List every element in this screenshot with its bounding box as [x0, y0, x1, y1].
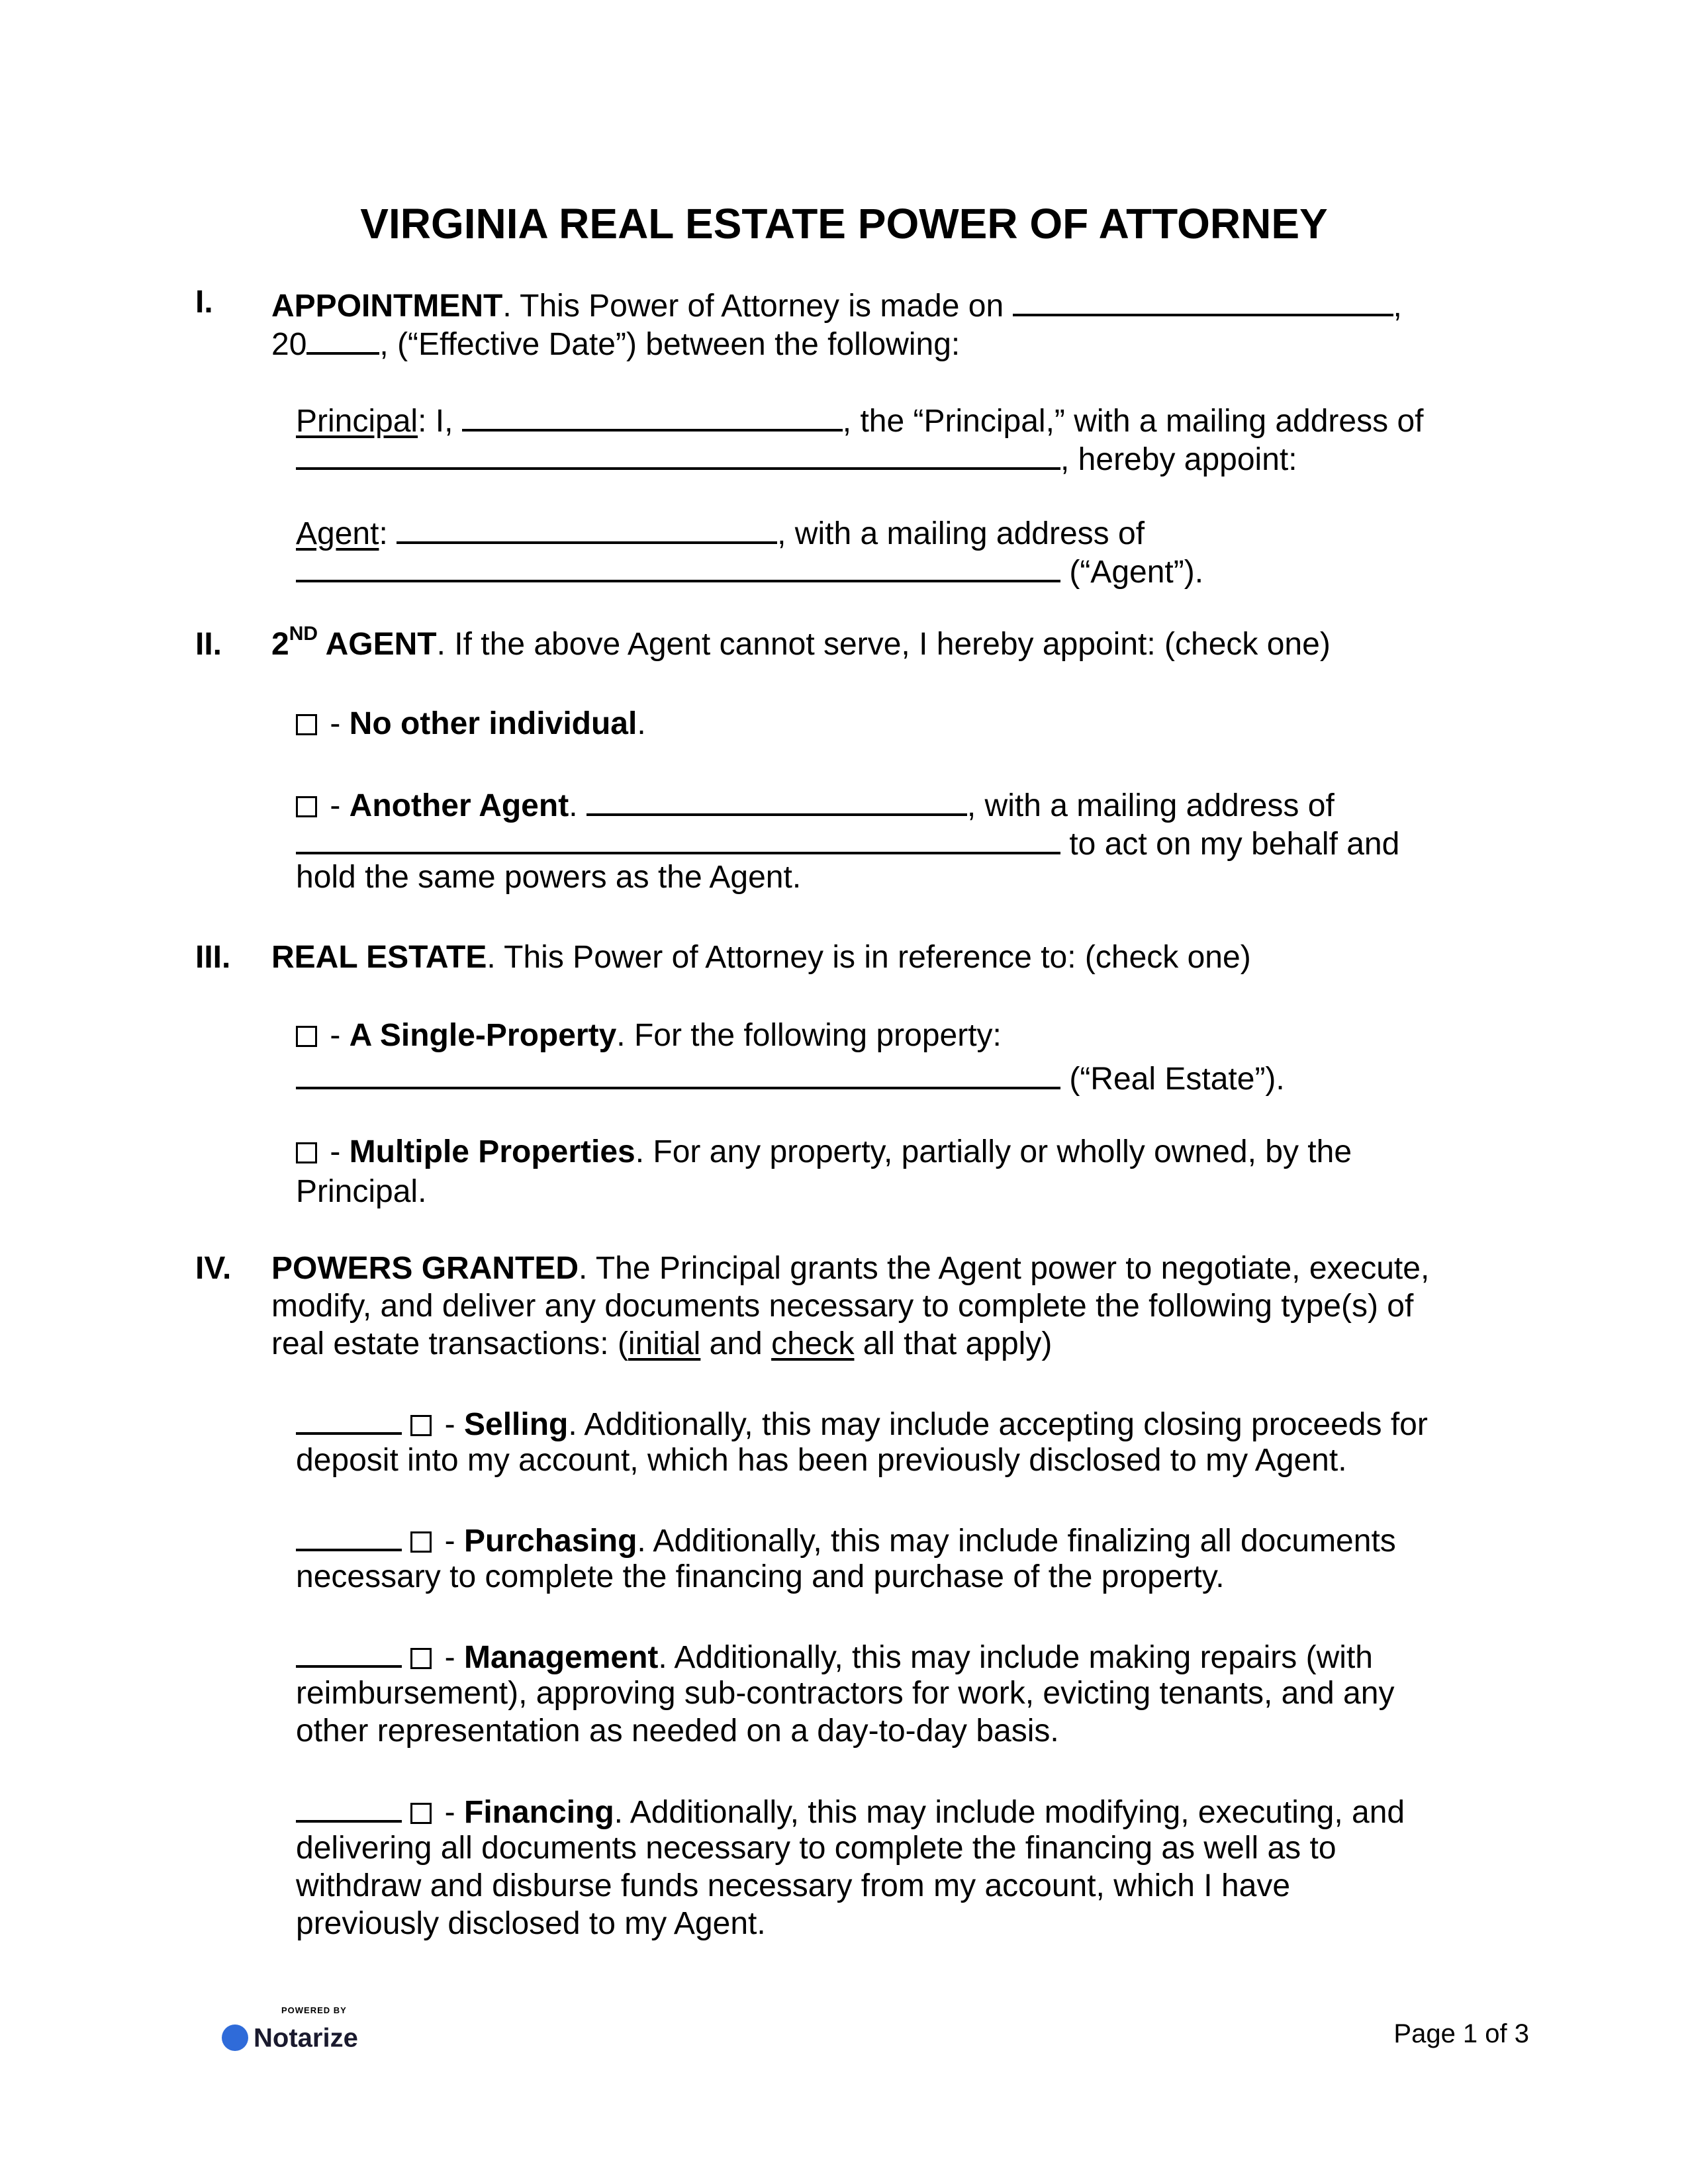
power-selling-1: [296, 1402, 1428, 1444]
text: (“Agent”).: [1060, 555, 1204, 590]
text: , (“Effective Date”) between the following:: [379, 327, 961, 362]
section-heading: AGENT: [318, 627, 437, 662]
initial-blank[interactable]: [296, 1635, 402, 1668]
section-heading: 2: [271, 627, 289, 662]
option-another-agent-1: [296, 783, 1335, 825]
principal-line-2: [296, 437, 1297, 479]
appointment-line-1: [271, 283, 1402, 326]
power-financing-3: withdraw and disburse funds necessary from my account, which I have: [296, 1868, 1291, 1903]
option-multiple-properties-1: [296, 1133, 1352, 1171]
document-title: VIRGINIA REAL ESTATE POWER OF ATTORNEY: [360, 200, 1328, 248]
checkbox[interactable]: [410, 1648, 432, 1669]
principal-address-blank[interactable]: [296, 437, 1060, 470]
section-number: III.: [195, 940, 231, 975]
text: . For the following property:: [616, 1018, 1002, 1053]
text: . Additionally, this may include accepting closing proceeds for: [568, 1407, 1428, 1442]
section-number: II.: [195, 627, 222, 662]
text: ,: [1393, 289, 1402, 324]
section-heading: POWERS GRANTED: [271, 1251, 579, 1286]
powers-line-2: modify, and deliver any documents necessary to complete the following type(s) of: [271, 1289, 1414, 1324]
text: , with a mailing address of: [966, 788, 1335, 823]
text: . Additionally, this may include finalizing all documents: [637, 1524, 1396, 1559]
text: to act on my behalf and: [1060, 827, 1400, 862]
power-purchasing-2: necessary to complete the financing and purchase of the property.: [296, 1559, 1225, 1594]
option-label: A Single-Property: [349, 1018, 617, 1053]
power-management-2: reimbursement), approving sub-contractors for work, evicting tenants, and any: [296, 1676, 1395, 1711]
text: all that apply): [854, 1326, 1053, 1361]
real-estate-line: [271, 938, 1251, 977]
option-single-property-1: [296, 1017, 1002, 1055]
text: .: [637, 706, 646, 741]
page-number: Page 1 of 3: [1393, 2019, 1529, 2048]
text: -: [321, 1134, 350, 1169]
power-financing-1: [296, 1790, 1405, 1832]
power-management-1: [296, 1635, 1373, 1677]
section-heading: APPOINTMENT: [271, 289, 503, 324]
text: -: [321, 706, 350, 741]
principal-name-blank[interactable]: [462, 398, 843, 432]
agent-label: Agent: [296, 516, 379, 551]
power-label: Purchasing: [464, 1524, 637, 1559]
option-multiple-properties-2: Principal.: [296, 1174, 427, 1209]
power-management-3: other representation as needed on a day-to-day basis.: [296, 1713, 1059, 1749]
option-another-agent-3: hold the same powers as the Agent.: [296, 860, 802, 895]
power-financing-2: delivering all documents necessary to complete the financing as well as to: [296, 1831, 1336, 1866]
second-agent-name-blank[interactable]: [586, 783, 967, 816]
text: . This Power of Attorney is made on: [502, 289, 1013, 324]
text: . Additionally, this may include making repairs (with: [658, 1640, 1373, 1675]
option-single-property-2: [296, 1056, 1285, 1099]
text: and: [700, 1326, 772, 1361]
option-label: Another Agent: [349, 788, 569, 823]
power-label: Financing: [464, 1795, 614, 1830]
year-blank[interactable]: [306, 322, 379, 355]
power-financing-4: previously disclosed to my Agent.: [296, 1906, 766, 1941]
text: , the “Principal,” with a mailing address of: [842, 404, 1424, 439]
text: . Additionally, this may include modifying, executing, and: [614, 1795, 1405, 1830]
powers-line-1: [271, 1250, 1429, 1288]
initial-blank[interactable]: [296, 1518, 402, 1551]
agent-line-1: [296, 511, 1145, 553]
text: 20: [271, 327, 307, 362]
text: real estate transactions: (: [271, 1326, 628, 1361]
text: -: [436, 1407, 464, 1442]
superscript: ND: [289, 623, 318, 645]
option-label: No other individual: [349, 706, 637, 741]
option-no-other-individual: [296, 705, 646, 743]
logo-row: [222, 2017, 358, 2057]
power-purchasing-1: [296, 1518, 1396, 1561]
text: , hereby appoint:: [1060, 442, 1297, 477]
checkbox[interactable]: [296, 1142, 317, 1163]
option-another-agent-2: [296, 821, 1399, 864]
initial-blank[interactable]: [296, 1402, 402, 1435]
notarize-logo-icon: [222, 2025, 248, 2051]
brand-name: Notarize: [254, 2023, 358, 2053]
text: . For any property, partially or wholly owned, by the: [635, 1134, 1352, 1169]
text: . This Power of Attorney is in reference to: (check one): [487, 940, 1251, 975]
checkbox[interactable]: [296, 1026, 317, 1047]
text: -: [321, 788, 350, 823]
checkbox[interactable]: [410, 1803, 432, 1824]
text: . If the above Agent cannot serve, I hereby appoint: (check one): [436, 627, 1331, 662]
power-label: Selling: [464, 1407, 569, 1442]
appointment-line-2: [271, 322, 960, 364]
power-selling-2: deposit into my account, which has been previously disclosed to my Agent.: [296, 1443, 1347, 1478]
property-blank[interactable]: [296, 1056, 1060, 1089]
text: -: [436, 1640, 464, 1675]
principal-line-1: [296, 398, 1423, 441]
second-agent-line: [271, 625, 1331, 664]
second-agent-address-blank[interactable]: [296, 821, 1060, 854]
section-heading: REAL ESTATE: [271, 940, 487, 975]
power-label: Management: [464, 1640, 659, 1675]
text: (“Real Estate”).: [1060, 1062, 1285, 1097]
text: , with a mailing address of: [777, 516, 1145, 551]
powers-line-3: [271, 1325, 1052, 1363]
text: -: [436, 1795, 464, 1830]
text: .: [569, 788, 586, 823]
checkbox[interactable]: [410, 1415, 432, 1436]
principal-label: Principal: [296, 404, 418, 439]
initial-word: initial: [628, 1326, 701, 1361]
checkbox[interactable]: [296, 796, 317, 817]
text: -: [321, 1018, 350, 1053]
checkbox[interactable]: [296, 714, 317, 735]
date-blank[interactable]: [1013, 283, 1393, 316]
text: :: [379, 516, 397, 551]
section-number: IV.: [195, 1251, 232, 1286]
check-word: check: [771, 1326, 855, 1361]
agent-line-2: [296, 549, 1203, 592]
initial-blank[interactable]: [296, 1790, 402, 1823]
checkbox[interactable]: [410, 1531, 432, 1553]
agent-address-blank[interactable]: [296, 549, 1060, 582]
text: : I,: [418, 404, 462, 439]
agent-name-blank[interactable]: [397, 511, 777, 544]
section-number: I.: [195, 285, 213, 320]
option-label: Multiple Properties: [349, 1134, 635, 1169]
powered-by-label: POWERED BY: [281, 2005, 347, 2015]
text: -: [436, 1524, 464, 1559]
text: . The Principal grants the Agent power to negotiate, execute,: [579, 1251, 1430, 1286]
